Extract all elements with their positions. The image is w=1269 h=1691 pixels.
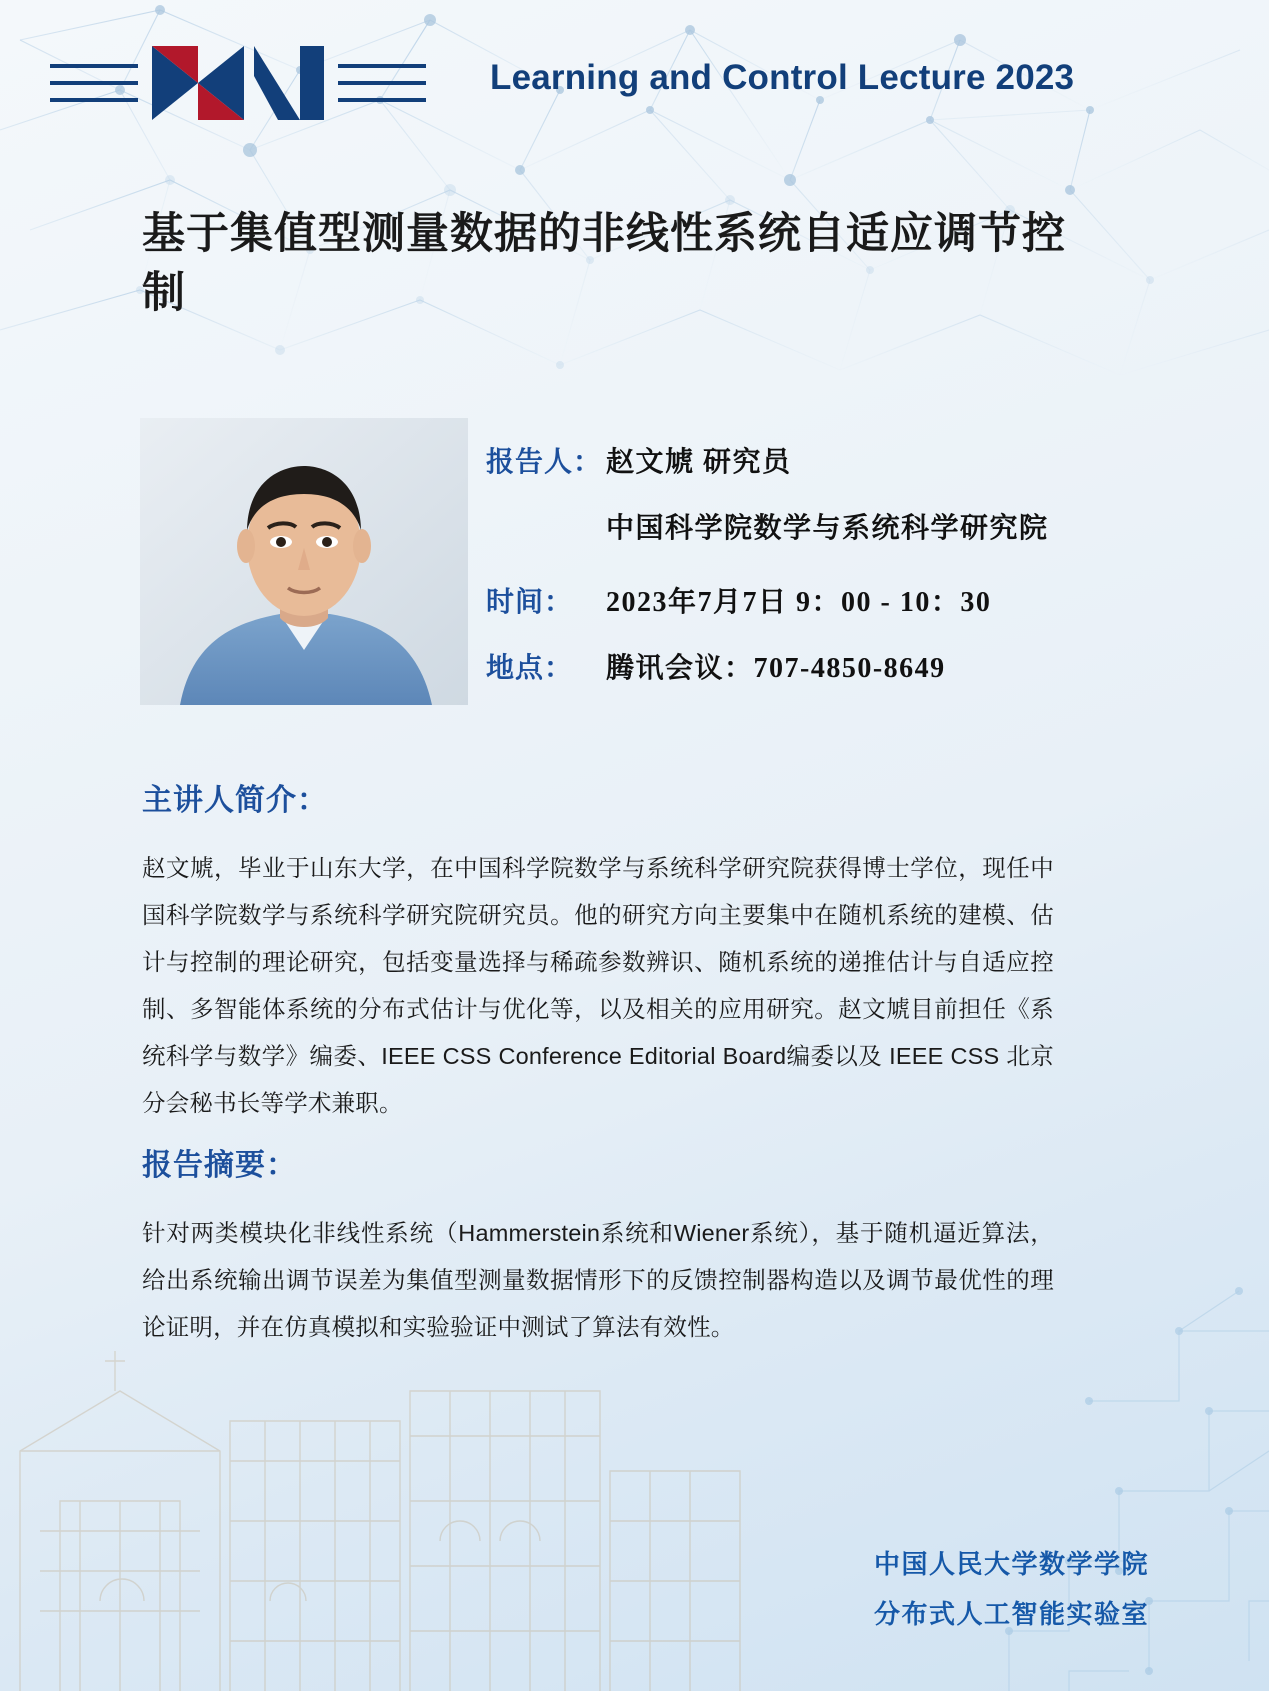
place-value: 腾讯会议：707-4850-8649 [606, 653, 946, 684]
footer-line-2: 分布式人工智能实验室 [873, 1598, 1149, 1629]
dai-logo [48, 38, 428, 128]
speaker-info [486, 440, 1186, 712]
abstract-section [142, 1140, 1054, 1351]
place-label: 地点： [486, 653, 574, 684]
place-row [486, 646, 1186, 686]
footer-line-1: 中国人民大学数学学院 [873, 1549, 1149, 1580]
bio-section [142, 775, 1054, 1127]
abstract-text: 针对两类模块化非线性系统（Hammerstein系统和Wiener系统），基于随机逼近算法，给出系统输出调节误差为集值型测量数据情形下的反馈控制器构造以及调节最优性的理论证明，并在仿真模拟和实验验证中测试了算法有效性。 [142, 1220, 1054, 1340]
time-row [486, 580, 1186, 620]
header-title: Learning and Control Lecture 2023 [490, 58, 1075, 97]
page-title: 基于集值型测量数据的非线性系统自适应调节控制 [142, 210, 1066, 318]
time-label: 时间： [486, 587, 574, 618]
time-value: 2023年7月7日 9：00 - 10：30 [606, 587, 992, 618]
abstract-heading: 报告摘要： [142, 1149, 297, 1182]
speaker-row [486, 440, 1186, 480]
speaker-affiliation: 中国科学院数学与系统科学研究院 [606, 513, 1049, 544]
footer-organization [874, 1540, 1149, 1639]
speaker-name: 赵文虓 研究员 [606, 447, 792, 478]
bio-heading: 主讲人简介： [142, 784, 328, 817]
speaker-photo [140, 418, 468, 705]
speaker-label: 报告人： [486, 447, 603, 478]
bio-text: 赵文虓，毕业于山东大学，在中国科学院数学与系统科学研究院获得博士学位，现任中国科学院数学与系统科学研究院研究员。他的研究方向主要集中在随机系统的建模、估计与控制的理论研究，包括变量选择与稀疏参数辨识、随机系统的递推估计与自适应控制、多智能体系统的分布式估计与优化等，以及相关的应用研究。赵文虓目前担任《系统科学与数学》编委、IEEE CSS Conference Editorial Board编委以及 IEEE CSS 北京分会秘书长等学术兼职。 [142, 855, 1054, 1116]
poster-header [0, 0, 1269, 170]
